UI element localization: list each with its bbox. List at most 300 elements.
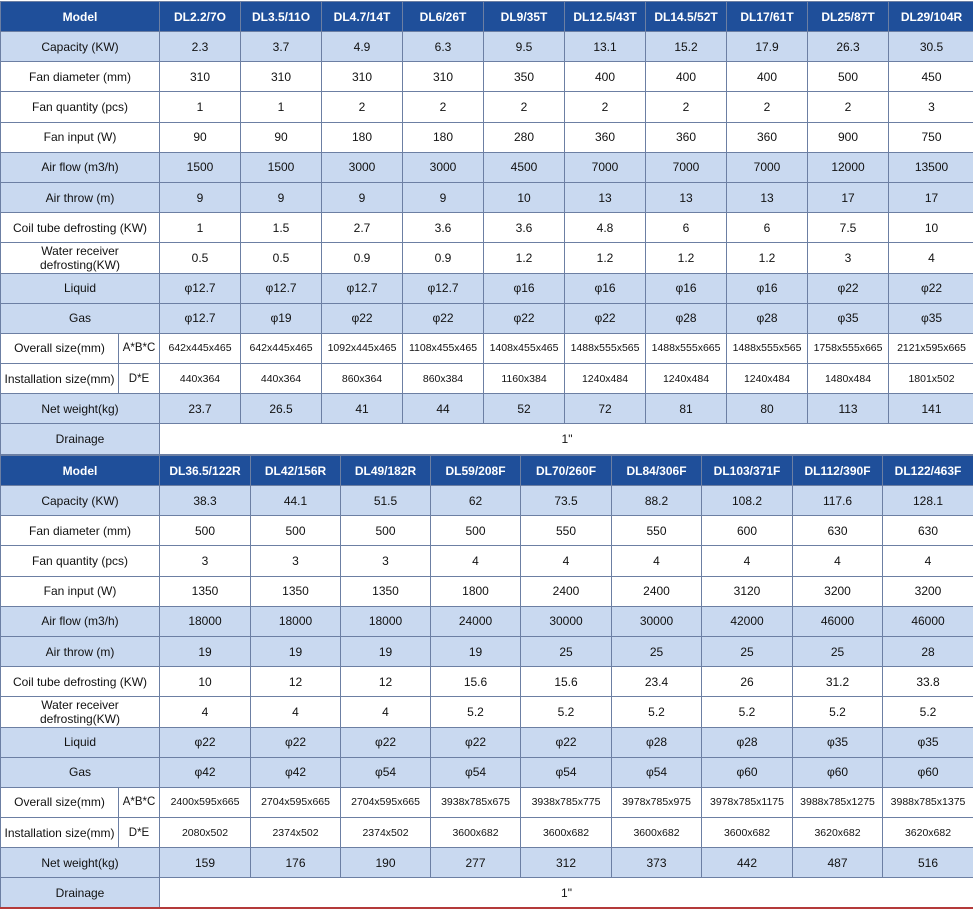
spec-value-cell: φ16 (646, 273, 727, 303)
spec-value-cell: 18000 (341, 606, 431, 636)
spec-value-cell: 4 (612, 546, 702, 576)
spec-value-cell: 2 (403, 92, 484, 122)
spec-value-cell: 41 (322, 394, 403, 424)
spec-row (1, 122, 973, 152)
spec-row (1, 697, 973, 727)
spec-value-cell: 44 (403, 394, 484, 424)
spec-value-cell: 3 (808, 243, 889, 273)
model-name-header: DL112/390F (793, 456, 883, 486)
spec-value-cell: 1480x484 (808, 364, 889, 394)
spec-value-cell: 2 (565, 92, 646, 122)
spec-value-cell: 1350 (341, 576, 431, 606)
spec-value-cell: 2 (727, 92, 808, 122)
spec-row (1, 333, 973, 363)
spec-value-cell: 4 (521, 546, 612, 576)
spec-row (1, 62, 973, 92)
spec-row (1, 636, 973, 666)
spec-value-cell: 180 (322, 122, 403, 152)
spec-value-cell: φ22 (403, 303, 484, 333)
model-header: Model (1, 2, 160, 32)
spec-value-cell: 9.5 (484, 32, 565, 62)
spec-value-cell: 19 (341, 636, 431, 666)
spec-value-cell: 2374x502 (341, 818, 431, 848)
row-label: Fan input (W) (1, 576, 160, 606)
spec-value-cell: φ54 (341, 757, 431, 787)
spec-value-cell: 4500 (484, 152, 565, 182)
spec-value-cell: 1488x555x665 (646, 333, 727, 363)
spec-value-cell: 3 (160, 546, 251, 576)
spec-value-cell: 450 (889, 62, 973, 92)
spec-value-cell: 6 (646, 213, 727, 243)
spec-value-cell: 23.4 (612, 667, 702, 697)
spec-value-cell: 26.5 (241, 394, 322, 424)
spec-value-cell: φ22 (160, 727, 251, 757)
spec-value-cell: 1758x555x665 (808, 333, 889, 363)
spec-value-cell: 1 (160, 213, 241, 243)
spec-value-cell: φ22 (565, 303, 646, 333)
row-label: Fan diameter (mm) (1, 62, 160, 92)
spec-value-cell: 0.5 (241, 243, 322, 273)
spec-value-cell: 10 (484, 182, 565, 212)
spec-value-cell: 25 (612, 636, 702, 666)
model-name-header: DL14.5/52T (646, 2, 727, 32)
spec-value-cell: 1.2 (646, 243, 727, 273)
spec-value-cell: 3600x682 (431, 818, 521, 848)
model-name-header: DL59/208F (431, 456, 521, 486)
row-sub-label: D*E (119, 364, 160, 394)
spec-value-cell: 440x364 (160, 364, 241, 394)
row-label: Net weight(kg) (1, 394, 160, 424)
model-header: Model (1, 456, 160, 486)
spec-value-cell: 4 (793, 546, 883, 576)
spec-row (1, 757, 973, 787)
spec-value-cell: 1.5 (241, 213, 322, 243)
spec-value-cell: 180 (403, 122, 484, 152)
row-label: Overall size(mm) (1, 787, 119, 817)
spec-value-cell: 4 (702, 546, 793, 576)
spec-row (1, 182, 973, 212)
spec-value-cell: φ54 (612, 757, 702, 787)
model-name-header: DL29/104R (889, 2, 973, 32)
spec-value-cell: 1240x484 (646, 364, 727, 394)
row-label: Air flow (m3/h) (1, 152, 160, 182)
spec-value-cell: 19 (431, 636, 521, 666)
spec-value-cell: 25 (793, 636, 883, 666)
model-name-header: DL42/156R (251, 456, 341, 486)
row-label: Liquid (1, 727, 160, 757)
spec-value-cell: 360 (565, 122, 646, 152)
spec-value-cell: 642x445x465 (160, 333, 241, 363)
spec-value-cell: 3000 (322, 152, 403, 182)
spec-value-cell: 373 (612, 848, 702, 878)
row-label: Coil tube defrosting (KW) (1, 667, 160, 697)
spec-value-cell: 2704x595x665 (341, 787, 431, 817)
spec-value-cell: 26.3 (808, 32, 889, 62)
model-name-header: DL3.5/11O (241, 2, 322, 32)
spec-value-cell: 15.2 (646, 32, 727, 62)
spec-value-cell: 18000 (251, 606, 341, 636)
spec-value-cell: 2374x502 (251, 818, 341, 848)
spec-value-cell: 3200 (793, 576, 883, 606)
spec-value-cell: 630 (883, 516, 973, 546)
spec-value-cell: 31.2 (793, 667, 883, 697)
spec-value-cell: 2.3 (160, 32, 241, 62)
row-sub-label: A*B*C (119, 333, 160, 363)
spec-value-cell: 1.2 (565, 243, 646, 273)
spec-value-cell: 44.1 (251, 486, 341, 516)
spec-value-cell: 600 (702, 516, 793, 546)
spec-row (1, 394, 973, 424)
spec-value-cell: 13.1 (565, 32, 646, 62)
spec-value-cell: φ42 (251, 757, 341, 787)
spec-value-cell: 23.7 (160, 394, 241, 424)
row-label: Fan input (W) (1, 122, 160, 152)
spec-value-cell: 3620x682 (883, 818, 973, 848)
drainage-label: Drainage (1, 424, 160, 454)
spec-value-cell: 3938x785x675 (431, 787, 521, 817)
spec-value-cell: 30000 (521, 606, 612, 636)
spec-value-cell: 642x445x465 (241, 333, 322, 363)
spec-value-cell: φ28 (727, 303, 808, 333)
spec-value-cell: 3.6 (403, 213, 484, 243)
spec-value-cell: 30000 (612, 606, 702, 636)
spec-value-cell: 277 (431, 848, 521, 878)
spec-table-2 (0, 455, 973, 909)
spec-value-cell: φ22 (341, 727, 431, 757)
spec-value-cell: 73.5 (521, 486, 612, 516)
spec-value-cell: 900 (808, 122, 889, 152)
spec-row (1, 516, 973, 546)
drainage-value: 1" (160, 424, 973, 454)
spec-value-cell: 6.3 (403, 32, 484, 62)
spec-value-cell: 159 (160, 848, 251, 878)
spec-value-cell: 108.2 (702, 486, 793, 516)
spec-value-cell: 46000 (883, 606, 973, 636)
spec-value-cell: 80 (727, 394, 808, 424)
spec-value-cell: 7000 (727, 152, 808, 182)
spec-value-cell: 117.6 (793, 486, 883, 516)
spec-row (1, 787, 973, 817)
spec-row (1, 848, 973, 878)
spec-value-cell: 2 (322, 92, 403, 122)
spec-value-cell: 3600x682 (702, 818, 793, 848)
spec-value-cell: 176 (251, 848, 341, 878)
spec-value-cell: 1240x484 (727, 364, 808, 394)
spec-value-cell: 440x364 (241, 364, 322, 394)
model-name-header: DL2.2/7O (160, 2, 241, 32)
spec-value-cell: 1108x455x465 (403, 333, 484, 363)
spec-value-cell: φ28 (612, 727, 702, 757)
spec-value-cell: 13 (646, 182, 727, 212)
spec-value-cell: φ12.7 (160, 273, 241, 303)
spec-value-cell: 3978x785x975 (612, 787, 702, 817)
spec-value-cell: 2121x595x665 (889, 333, 973, 363)
spec-value-cell: 24000 (431, 606, 521, 636)
spec-value-cell: 3620x682 (793, 818, 883, 848)
spec-value-cell: 0.5 (160, 243, 241, 273)
spec-value-cell: φ19 (241, 303, 322, 333)
spec-table-2-body (1, 456, 973, 909)
spec-value-cell: 400 (727, 62, 808, 92)
row-label: Water receiver defrosting(KW) (1, 697, 160, 727)
spec-value-cell: 128.1 (883, 486, 973, 516)
spec-value-cell: 7.5 (808, 213, 889, 243)
spec-value-cell: 51.5 (341, 486, 431, 516)
spec-value-cell: 28 (883, 636, 973, 666)
model-name-header: DL122/463F (883, 456, 973, 486)
spec-value-cell: 312 (521, 848, 612, 878)
spec-value-cell: φ42 (160, 757, 251, 787)
spec-value-cell: 26 (702, 667, 793, 697)
drainage-row (1, 878, 973, 908)
spec-value-cell: 12000 (808, 152, 889, 182)
spec-value-cell: 13500 (889, 152, 973, 182)
spec-value-cell: 52 (484, 394, 565, 424)
spec-value-cell: φ60 (883, 757, 973, 787)
drainage-label: Drainage (1, 878, 160, 908)
spec-row (1, 606, 973, 636)
row-label: Fan quantity (pcs) (1, 92, 160, 122)
spec-value-cell: 630 (793, 516, 883, 546)
row-label: Air throw (m) (1, 182, 160, 212)
spec-row (1, 576, 973, 606)
spec-value-cell: 3 (889, 92, 973, 122)
spec-value-cell: 500 (251, 516, 341, 546)
spec-value-cell: 88.2 (612, 486, 702, 516)
row-label: Installation size(mm) (1, 364, 119, 394)
spec-value-cell: φ60 (702, 757, 793, 787)
spec-value-cell: φ12.7 (322, 273, 403, 303)
spec-value-cell: 2 (484, 92, 565, 122)
spec-value-cell: 12 (251, 667, 341, 697)
model-name-header: DL103/371F (702, 456, 793, 486)
spec-value-cell: 550 (521, 516, 612, 546)
spec-value-cell: 360 (646, 122, 727, 152)
spec-row (1, 546, 973, 576)
spec-value-cell: 4.8 (565, 213, 646, 243)
spec-value-cell: φ60 (793, 757, 883, 787)
spec-value-cell: 1500 (241, 152, 322, 182)
spec-value-cell: 1 (160, 92, 241, 122)
spec-row (1, 667, 973, 697)
row-label: Liquid (1, 273, 160, 303)
spec-table-1-body (1, 2, 973, 455)
spec-row (1, 213, 973, 243)
spec-value-cell: 3200 (883, 576, 973, 606)
spec-value-cell: 310 (322, 62, 403, 92)
spec-value-cell: 1.2 (484, 243, 565, 273)
spec-value-cell: 1801x502 (889, 364, 973, 394)
spec-value-cell: 400 (565, 62, 646, 92)
spec-value-cell: 5.2 (521, 697, 612, 727)
spec-value-cell: 4 (341, 697, 431, 727)
spec-value-cell: 2.7 (322, 213, 403, 243)
row-label: Installation size(mm) (1, 818, 119, 848)
spec-value-cell: φ28 (702, 727, 793, 757)
spec-value-cell: 62 (431, 486, 521, 516)
spec-value-cell: 4 (251, 697, 341, 727)
spec-value-cell: 9 (241, 182, 322, 212)
row-label: Gas (1, 757, 160, 787)
spec-value-cell: 2 (808, 92, 889, 122)
spec-value-cell: φ22 (808, 273, 889, 303)
spec-row (1, 243, 973, 273)
spec-value-cell: 310 (403, 62, 484, 92)
row-sub-label: A*B*C (119, 787, 160, 817)
model-name-header: DL12.5/43T (565, 2, 646, 32)
spec-row (1, 818, 973, 848)
spec-value-cell: 15.6 (431, 667, 521, 697)
drainage-value: 1" (160, 878, 973, 908)
spec-value-cell: φ12.7 (403, 273, 484, 303)
spec-value-cell: 4 (160, 697, 251, 727)
model-name-header: DL70/260F (521, 456, 612, 486)
spec-value-cell: 5.2 (793, 697, 883, 727)
spec-value-cell: φ12.7 (241, 273, 322, 303)
spec-row (1, 92, 973, 122)
row-label: Fan quantity (pcs) (1, 546, 160, 576)
spec-value-cell: 17 (889, 182, 973, 212)
spec-value-cell: 17 (808, 182, 889, 212)
spec-value-cell: φ22 (521, 727, 612, 757)
spec-value-cell: 1 (241, 92, 322, 122)
spec-value-cell: 1488x555x565 (727, 333, 808, 363)
spec-value-cell: 1240x484 (565, 364, 646, 394)
spec-value-cell: φ22 (484, 303, 565, 333)
spec-table-1 (0, 1, 973, 455)
spec-value-cell: 90 (160, 122, 241, 152)
spec-value-cell: 3 (341, 546, 431, 576)
spec-value-cell: 3.6 (484, 213, 565, 243)
spec-value-cell: 500 (808, 62, 889, 92)
spec-value-cell: 1350 (160, 576, 251, 606)
spec-value-cell: 9 (403, 182, 484, 212)
spec-value-cell: 487 (793, 848, 883, 878)
row-sub-label: D*E (119, 818, 160, 848)
spec-value-cell: 3938x785x775 (521, 787, 612, 817)
row-label: Gas (1, 303, 160, 333)
spec-value-cell: 750 (889, 122, 973, 152)
spec-value-cell: 350 (484, 62, 565, 92)
spec-value-cell: 3600x682 (612, 818, 702, 848)
spec-value-cell: 25 (702, 636, 793, 666)
spec-row (1, 273, 973, 303)
spec-value-cell: 2 (646, 92, 727, 122)
model-name-header: DL25/87T (808, 2, 889, 32)
spec-value-cell: φ35 (808, 303, 889, 333)
spec-value-cell: 72 (565, 394, 646, 424)
spec-value-cell: 310 (160, 62, 241, 92)
spec-value-cell: 310 (241, 62, 322, 92)
spec-value-cell: 5.2 (431, 697, 521, 727)
spec-value-cell: 4 (431, 546, 521, 576)
spec-value-cell: φ54 (431, 757, 521, 787)
spec-value-cell: 3 (251, 546, 341, 576)
spec-value-cell: 9 (160, 182, 241, 212)
spec-value-cell: 1800 (431, 576, 521, 606)
spec-value-cell: φ16 (727, 273, 808, 303)
spec-row (1, 364, 973, 394)
model-name-header: DL17/61T (727, 2, 808, 32)
spec-value-cell: 1350 (251, 576, 341, 606)
spec-value-cell: 113 (808, 394, 889, 424)
spec-value-cell: 12 (341, 667, 431, 697)
spec-value-cell: 18000 (160, 606, 251, 636)
spec-value-cell: 3988x785x1375 (883, 787, 973, 817)
spec-value-cell: 442 (702, 848, 793, 878)
spec-value-cell: 10 (889, 213, 973, 243)
spec-value-cell: 42000 (702, 606, 793, 636)
model-name-header: DL49/182R (341, 456, 431, 486)
spec-value-cell: 3120 (702, 576, 793, 606)
row-label: Net weight(kg) (1, 848, 160, 878)
row-label: Coil tube defrosting (KW) (1, 213, 160, 243)
spec-value-cell: 500 (431, 516, 521, 546)
spec-value-cell: 2704x595x665 (251, 787, 341, 817)
spec-value-cell: 3988x785x1275 (793, 787, 883, 817)
spec-value-cell: 1408x455x465 (484, 333, 565, 363)
spec-value-cell: φ22 (889, 273, 973, 303)
spec-value-cell: 3000 (403, 152, 484, 182)
spec-value-cell: 860x364 (322, 364, 403, 394)
spec-value-cell: 1092x445x465 (322, 333, 403, 363)
spec-value-cell: 5.2 (702, 697, 793, 727)
spec-value-cell: 500 (341, 516, 431, 546)
spec-value-cell: φ35 (793, 727, 883, 757)
row-label: Capacity (KW) (1, 32, 160, 62)
spec-value-cell: 1488x555x565 (565, 333, 646, 363)
spec-value-cell: 10 (160, 667, 251, 697)
spec-value-cell: 25 (521, 636, 612, 666)
spec-row (1, 32, 973, 62)
drainage-row (1, 424, 973, 454)
model-name-header: DL36.5/122R (160, 456, 251, 486)
spec-value-cell: 3.7 (241, 32, 322, 62)
spec-value-cell: 3978x785x1175 (702, 787, 793, 817)
spec-value-cell: 46000 (793, 606, 883, 636)
spec-value-cell: 1160x384 (484, 364, 565, 394)
spec-value-cell: 1.2 (727, 243, 808, 273)
row-label: Air flow (m3/h) (1, 606, 160, 636)
spec-value-cell: 33.8 (883, 667, 973, 697)
spec-value-cell: 19 (251, 636, 341, 666)
spec-value-cell: 860x384 (403, 364, 484, 394)
spec-value-cell: φ35 (883, 727, 973, 757)
spec-value-cell: 30.5 (889, 32, 973, 62)
spec-value-cell: 141 (889, 394, 973, 424)
spec-value-cell: 2400x595x665 (160, 787, 251, 817)
spec-value-cell: 5.2 (612, 697, 702, 727)
row-label: Fan diameter (mm) (1, 516, 160, 546)
spec-value-cell: 13 (565, 182, 646, 212)
spec-value-cell: φ22 (322, 303, 403, 333)
spec-value-cell: 516 (883, 848, 973, 878)
spec-value-cell: 13 (727, 182, 808, 212)
row-label: Air throw (m) (1, 636, 160, 666)
spec-value-cell: 15.6 (521, 667, 612, 697)
spec-value-cell: 7000 (565, 152, 646, 182)
spec-row (1, 152, 973, 182)
spec-value-cell: φ22 (251, 727, 341, 757)
row-label: Capacity (KW) (1, 486, 160, 516)
spec-value-cell: 4.9 (322, 32, 403, 62)
spec-value-cell: 9 (322, 182, 403, 212)
spec-value-cell: 5.2 (883, 697, 973, 727)
spec-value-cell: 0.9 (322, 243, 403, 273)
spec-value-cell: 2400 (521, 576, 612, 606)
spec-value-cell: 360 (727, 122, 808, 152)
spec-row (1, 303, 973, 333)
